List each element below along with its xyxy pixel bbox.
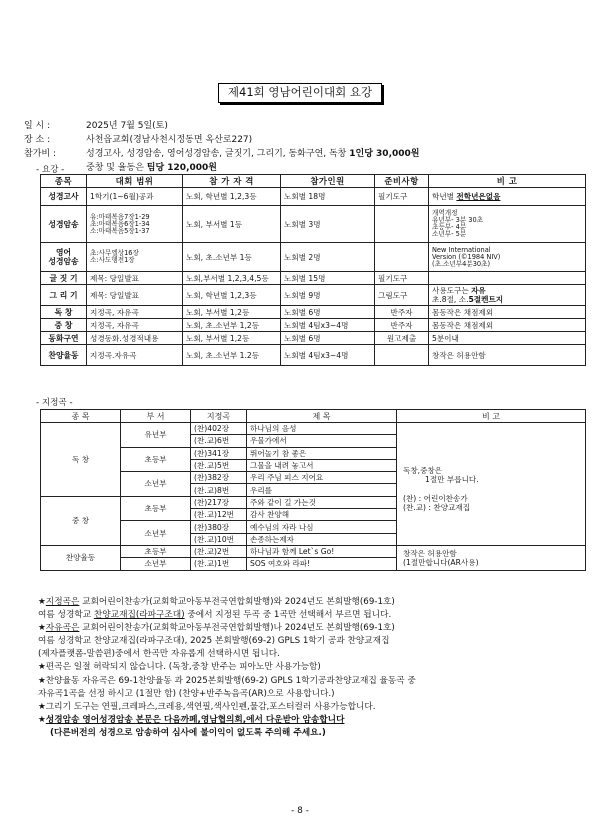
notes-section bbox=[38, 596, 588, 740]
table-row: 성경고사 1학기(1~6월)공과 노회, 학년별 1,2,3등 노회별 18명 필기도구 학년별 전학년은없음 bbox=[41, 188, 586, 206]
table-row: 중 창 지정곡, 자유곡 노회, 초.소년부 1,2등 노회별 4팀x3~4명 반주자 몸동작은 채점제외 bbox=[41, 319, 586, 332]
table-row: 독 창 유년부 (찬)402장 하나님의 음성 독창,중창은 1절만 부릅니다. (찬) : 어린이찬송가 (찬.교) : 찬양교재집 bbox=[41, 423, 586, 435]
col-header: 참가인원 bbox=[281, 175, 375, 188]
note-line: ★그리기 도구는 연필,크레파스,크레용,색연필,색사인펜,물감,포스터컬러 사용가능합니다. bbox=[38, 701, 376, 712]
table-header-row bbox=[41, 175, 586, 188]
note-line: 여름 성경학교 찬양교재집(라파구조대), 2025 본회발행(69-2) GPLS 1학기 공과 찬양교재집 bbox=[38, 636, 390, 647]
table-row: (찬.교)6번 우물가에서 bbox=[41, 435, 586, 447]
songs-table bbox=[40, 409, 586, 571]
note-line: ★편곡은 일절 허락되지 않습니다. (독창,중창 반주는 피아노만 사용가능함) bbox=[38, 662, 321, 673]
table-row: 그 리 기 제목: 당일발표 노회, 학년별 1,2,3등 노회별 9명 그림도구 사용도구는 자유 초.8절, 소.5절켄트지 bbox=[41, 285, 586, 306]
table-row: 중 창 초등부 (찬)217장 주와 같이 길 가는것 bbox=[41, 496, 586, 508]
note-line: ★지정곡은 교회어린이찬송가(교회학교아동부전국연합회발행)와 2024년도 본회발행(69-1호) bbox=[38, 597, 395, 607]
table-row: (찬.교)12번 감사 찬양해 bbox=[41, 509, 586, 521]
col-header: 제 목 bbox=[247, 410, 397, 423]
col-header: 참 가 자 격 bbox=[183, 175, 281, 188]
table-row: 찬양율동 지정곡.자유곡 노회, 초.소년부 1.2등 노회별 4팀x3~4명 창작은 허용안함 bbox=[41, 345, 586, 366]
table-row: 영어 성경암송 초:사무엘상16장 소:사도행전1장 노회, 초.소년부 1등 노회별 2명 New International Version (©1984 NIV) (초.소년부4분30초) bbox=[41, 243, 586, 272]
col-header: 준비사항 bbox=[375, 175, 429, 188]
table-row: 독 창 지정곡, 자유곡 노회, 부서별 1,2등 노회별 6명 반주자 몸동작은 채점제외 bbox=[41, 306, 586, 319]
info-fee-team: 중창 및 율동은 팀당 120,000원 bbox=[86, 163, 217, 173]
col-header: 비 고 bbox=[397, 410, 586, 423]
note-line: 자유곡1곡을 선정 하시고 (1절만 함) (찬양+반주녹음곡(AR)으로 사용합니다.) bbox=[38, 688, 335, 699]
col-header: 종목 bbox=[41, 175, 87, 188]
table-header-row bbox=[41, 410, 586, 423]
table-row: (찬.교)8번 우리를 bbox=[41, 484, 586, 496]
page-number: - 8 - bbox=[291, 806, 309, 816]
note-line-bold: ★성경암송 영어성경암송 본문은 다음까페,영남협의회,에서 다운받아 암송합니다 bbox=[38, 714, 345, 725]
note-line: 여름 성경학교 찬양교재집(라파구조대) 중에서 지정된 두곡 중 1곡만 선택해서 부르면 됩니다. bbox=[38, 610, 392, 621]
info-place: 장 소 : 사천읍교회(경남사천시정동면 옥산로227) bbox=[24, 135, 253, 145]
page-title: 제41회 영남어린이대회 요강 bbox=[218, 83, 382, 103]
col-header: 비 고 bbox=[429, 175, 586, 188]
note-line: ★찬양율동 자유곡은 69-1찬양율동 과 2025본회발행(69-2) GPLS 1학기공과찬양교재집 율동곡 중 bbox=[38, 675, 416, 686]
note-line: ★자유곡은 교회어린이찬송가(교회학교아동부전국연합회발행)나 2024년도 본회발행(69-1호) bbox=[38, 623, 395, 634]
overview-table bbox=[40, 174, 586, 366]
note-line: (제자플랫폼-말씀편)중에서 한곡만 자유롭게 선택하시면 됩니다. bbox=[38, 649, 280, 660]
table-row: 소년부 (찬)382장 우리 주님 피스 지어요 bbox=[41, 472, 586, 484]
col-header: 대회 범위 bbox=[87, 175, 183, 188]
table-row: 초등부 (찬)341장 뛰어놀기 참 좋은 bbox=[41, 447, 586, 459]
table-row: 성경암송 유:마태복음7장1-29 초:마태복음6장1-34 소:마태복음5장1-37 노회, 부서별 1등 노회별 3명 개역개정 유년부- 3분 30초 초등부- 4분 소년부- 5분 bbox=[41, 206, 586, 243]
table-row: 소년부 (찬.교)1번 SOS 여호와 라파! bbox=[41, 558, 586, 570]
section-overview-label: - 요강 - bbox=[36, 165, 65, 175]
note-line-bold: (다른버전의 성경으로 암송하여 심사에 불이익이 없도록 주의해 주세요.) bbox=[50, 727, 326, 738]
table-row: 글 짓 기 제목: 당일발표 노회,부서별 1,2,3,4,5등 노회별 15명 필기도구 bbox=[41, 272, 586, 285]
col-header: 종 목 bbox=[41, 410, 121, 423]
table-row: (찬.교)5번 그물을 내려 놓고서 bbox=[41, 459, 586, 471]
info-fee: 참가비 : 성경고사, 성경암송, 영어성경암송, 글짓기, 그리기, 동화구연, 독창 1인당 30,000원 bbox=[24, 149, 420, 159]
col-header: 부 서 bbox=[121, 410, 191, 423]
section-songs-label: - 지정곡 - bbox=[36, 398, 73, 408]
info-date: 일 시 : 2025년 7월 5일(토) bbox=[24, 121, 168, 131]
table-row: 찬양율동 초등부 (찬.교)2번 하나님과 함께 Let`s Go! 창작은 허용안함 (1절만합니다(AR사용) bbox=[41, 545, 586, 557]
table-row: 소년부 (찬)380장 예수님의 자라 나심 bbox=[41, 521, 586, 533]
table-row: (찬.교)10번 손종하는제자 bbox=[41, 533, 586, 545]
col-header: 지정곡 bbox=[191, 410, 247, 423]
table-row: 동화구연 성경동화.성경적내용 노회, 부서별 1,2등 노회별 6명 원고제출 5분이내 bbox=[41, 332, 586, 345]
